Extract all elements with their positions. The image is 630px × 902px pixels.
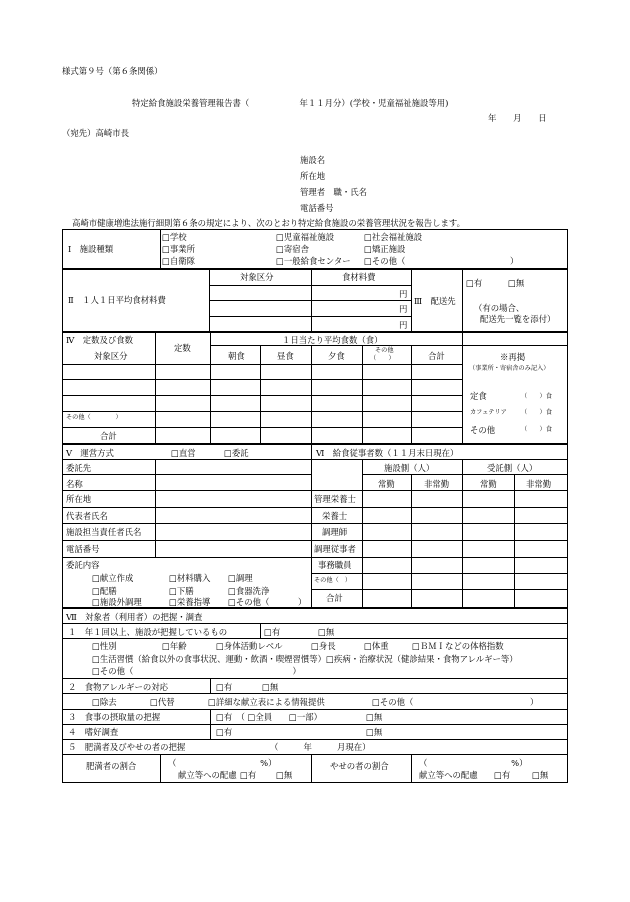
col-fixed-number: 定数 [174, 343, 191, 353]
q4-label: ４ 嗜好調査 [68, 727, 119, 737]
contractor-side-header: 受託側（人） [487, 463, 538, 473]
col-other: その他 [375, 347, 394, 354]
contract-purchase[interactable]: □材料購入 [169, 573, 211, 583]
yen-2: 円 [399, 304, 408, 314]
intro-statement: 高崎市健康増進法施行細則第６条の規定により、次のとおり特定給食施設の栄養管理状況を報告します。 [72, 218, 465, 228]
opt-school[interactable]: □学校 [162, 232, 187, 242]
q1-sex[interactable]: □性別 [92, 641, 117, 651]
col-dinner: 夕食 [328, 351, 345, 361]
q2-other-close: ） [530, 697, 539, 707]
col-target: 対象区分 [94, 351, 128, 361]
delivery-note-2: 配送先一覧を添付） [480, 314, 556, 324]
facility-side-header: 施設側（人） [384, 463, 435, 473]
role-registered-dietitian: 管理栄養士 [314, 494, 356, 504]
contract-guidance[interactable]: □栄養指導 [169, 597, 211, 607]
role-dietitian: 栄養士 [322, 511, 348, 521]
row-other: その他（ ） [66, 414, 122, 421]
repost-label: ※再掲 [500, 352, 526, 362]
thin-ratio-value[interactable]: （ %） [419, 758, 528, 768]
thin-ratio-label: やせの者の割合 [330, 761, 389, 771]
q1-no[interactable]: □無 [318, 627, 335, 637]
delivery-no[interactable]: □無 [508, 278, 525, 288]
q1-activity[interactable]: □身体活動レベル [216, 641, 283, 651]
section-3-label: Ⅲ 配送先 [414, 296, 456, 306]
contractor-address: 所在地 [66, 494, 92, 504]
opt-sdf[interactable]: □自衛隊 [162, 256, 196, 266]
q1-other[interactable]: □その他（ ） [92, 666, 301, 676]
obese-menu-care: 献立等への配慮 [178, 770, 237, 780]
facility-parttime: 非常勤 [424, 479, 450, 489]
q2-substitute[interactable]: □代替 [150, 697, 175, 707]
q2-menu-info[interactable]: □詳細な献立表による情報提供 [208, 697, 325, 707]
col-food-cost: 食材料費 [342, 272, 376, 282]
q1-label: １ 年１回以上、施設が把握しているもの [68, 627, 228, 637]
repost-other-unit[interactable]: （ ）食 [521, 426, 552, 433]
role-other: その他（ ） [314, 577, 352, 584]
q5-label: ５ 肥満者及びやせの者の把握 [68, 742, 186, 752]
section-6-label: Ⅵ 給食従事者数（１１月末日現在） [316, 448, 459, 458]
manager-label: 管理者 職・氏名 [300, 187, 367, 197]
yen-3: 円 [399, 320, 408, 330]
q5-date[interactable]: （ 年 月現在） [270, 742, 371, 752]
contractor-parttime: 非常勤 [526, 479, 552, 489]
opt-office[interactable]: □事業所 [162, 244, 196, 254]
q4-yes[interactable]: □有 [216, 727, 233, 737]
role-total: 合計 [326, 593, 343, 603]
addressee: （宛先）高崎市長 [62, 128, 129, 138]
contract-other[interactable]: □その他（ [228, 597, 270, 607]
col-total: 合計 [428, 351, 445, 361]
delivery-yes[interactable]: □有 [466, 278, 483, 288]
section-7-label: Ⅶ 対象者（利用者）の把握・調査 [66, 612, 203, 622]
contract-cooking[interactable]: □調理 [228, 573, 253, 583]
q1-weight[interactable]: □体重 [364, 641, 389, 651]
section-2-label: Ⅱ １人１日平均食材料費 [68, 295, 166, 305]
section-1-label: Ⅰ 施設種類 [68, 244, 114, 254]
col-lunch: 昼食 [277, 351, 294, 361]
opt-other-close: ） [510, 256, 519, 266]
q1-bmi[interactable]: □ＢＭＩなどの体格指数 [412, 641, 504, 651]
contractor-fulltime: 常勤 [480, 479, 497, 489]
thin-care-yes[interactable]: □有 [494, 770, 511, 780]
mgmt-direct[interactable]: □直営 [171, 448, 196, 458]
q1-age[interactable]: □年齢 [162, 641, 187, 651]
contractor-phone: 電話番号 [66, 544, 100, 554]
repost-cafeteria-unit[interactable]: （ ）食 [521, 409, 552, 416]
opt-other[interactable]: □その他（ [364, 256, 406, 266]
obese-ratio-value[interactable]: （ %） [168, 758, 277, 768]
q3-label: ３ 食事の摂取量の把握 [68, 712, 161, 722]
opt-dormitory[interactable]: □寄宿舎 [276, 244, 310, 254]
facility-address-label: 所在地 [300, 171, 326, 181]
opt-social-welfare[interactable]: □社会福祉施設 [364, 232, 423, 242]
col-other-paren: （ ） [370, 355, 395, 362]
opt-correctional[interactable]: □矯正施設 [364, 244, 406, 254]
q2-other[interactable]: □その他（ [372, 697, 414, 707]
contract-menu[interactable]: □献立作成 [92, 573, 134, 583]
contract-contents-label: 委託内容 [66, 560, 100, 570]
thin-menu-care: 献立等への配慮 [419, 770, 478, 780]
contractor-name: 名称 [66, 479, 83, 489]
obese-ratio-label: 肥満者の割合 [86, 761, 137, 771]
q2-label: ２ 食物アレルギーの対応 [68, 682, 168, 692]
row-total: 合計 [100, 431, 117, 441]
col-breakfast: 朝食 [228, 351, 245, 361]
role-office-staff: 事務職員 [318, 560, 352, 570]
repost-teishoku: 定食 [470, 391, 487, 401]
repost-teishoku-unit[interactable]: （ ）食 [521, 393, 552, 400]
facility-name-label: 施設名 [300, 155, 326, 165]
phone-label: 電話番号 [300, 203, 334, 213]
page-title: 特定給食施設栄養管理報告書（ 年１１月分）(学校・児童福祉施設等用) [132, 98, 449, 108]
contract-clearing[interactable]: □下膳 [169, 586, 194, 596]
role-kitchen-staff: 調理従事者 [314, 544, 356, 554]
q3-no[interactable]: □無 [366, 712, 383, 722]
q3-yes[interactable]: □有 （ □全員 □一部） [216, 712, 322, 722]
contract-other-close: ） [298, 597, 307, 607]
repost-cafeteria: カフェテリア [470, 409, 507, 416]
opt-meal-center[interactable]: □一般給食センター [276, 256, 351, 266]
avg-meals-header: １日当たり平均食数（食） [282, 335, 383, 345]
contractor-label: 委託先 [66, 463, 92, 473]
q2-no[interactable]: □無 [262, 682, 279, 692]
section-5-label: Ⅴ 運営方式 [66, 448, 114, 458]
section-4-label: Ⅳ 定数及び食数 [66, 335, 133, 345]
col-target-category: 対象区分 [240, 272, 274, 282]
report-date[interactable]: 年 月 日 [488, 113, 547, 123]
contract-offsite[interactable]: □施設外調理 [92, 597, 142, 607]
repost-note: （事業所・寄宿舎のみ記入） [469, 365, 550, 372]
delivery-note-1: （有の場合、 [474, 303, 525, 313]
contractor-manager: 施設担当責任者氏名 [66, 527, 142, 537]
form-number: 様式第９号（第６条関係） [62, 66, 163, 76]
q1-yes[interactable]: □有 [264, 627, 281, 637]
repost-other: その他 [470, 425, 496, 435]
contract-serving[interactable]: □配膳 [92, 586, 117, 596]
obese-care-yes[interactable]: □有 [240, 770, 257, 780]
contractor-rep: 代表者氏名 [66, 511, 108, 521]
yen-1: 円 [399, 289, 408, 299]
obese-care-no[interactable]: □無 [276, 770, 293, 780]
q2-yes[interactable]: □有 [216, 682, 233, 692]
mgmt-outsource[interactable]: □委託 [224, 448, 249, 458]
role-cook: 調理師 [322, 527, 348, 537]
q1-lifestyle[interactable]: □生活習慣（給食以外の食事状況、運動・飲酒・喫煙習慣等）□疾病・治療状況（健診結果・食物アレルギー等） [92, 654, 518, 664]
thin-care-no[interactable]: □無 [532, 770, 549, 780]
q1-height[interactable]: □身長 [311, 641, 336, 651]
opt-child-welfare[interactable]: □児童福祉施設 [276, 232, 335, 242]
facility-fulltime: 常勤 [378, 479, 395, 489]
q4-no[interactable]: □無 [366, 727, 383, 737]
q2-removal[interactable]: □除去 [92, 697, 117, 707]
contract-dishwash[interactable]: □食器洗浄 [228, 586, 270, 596]
